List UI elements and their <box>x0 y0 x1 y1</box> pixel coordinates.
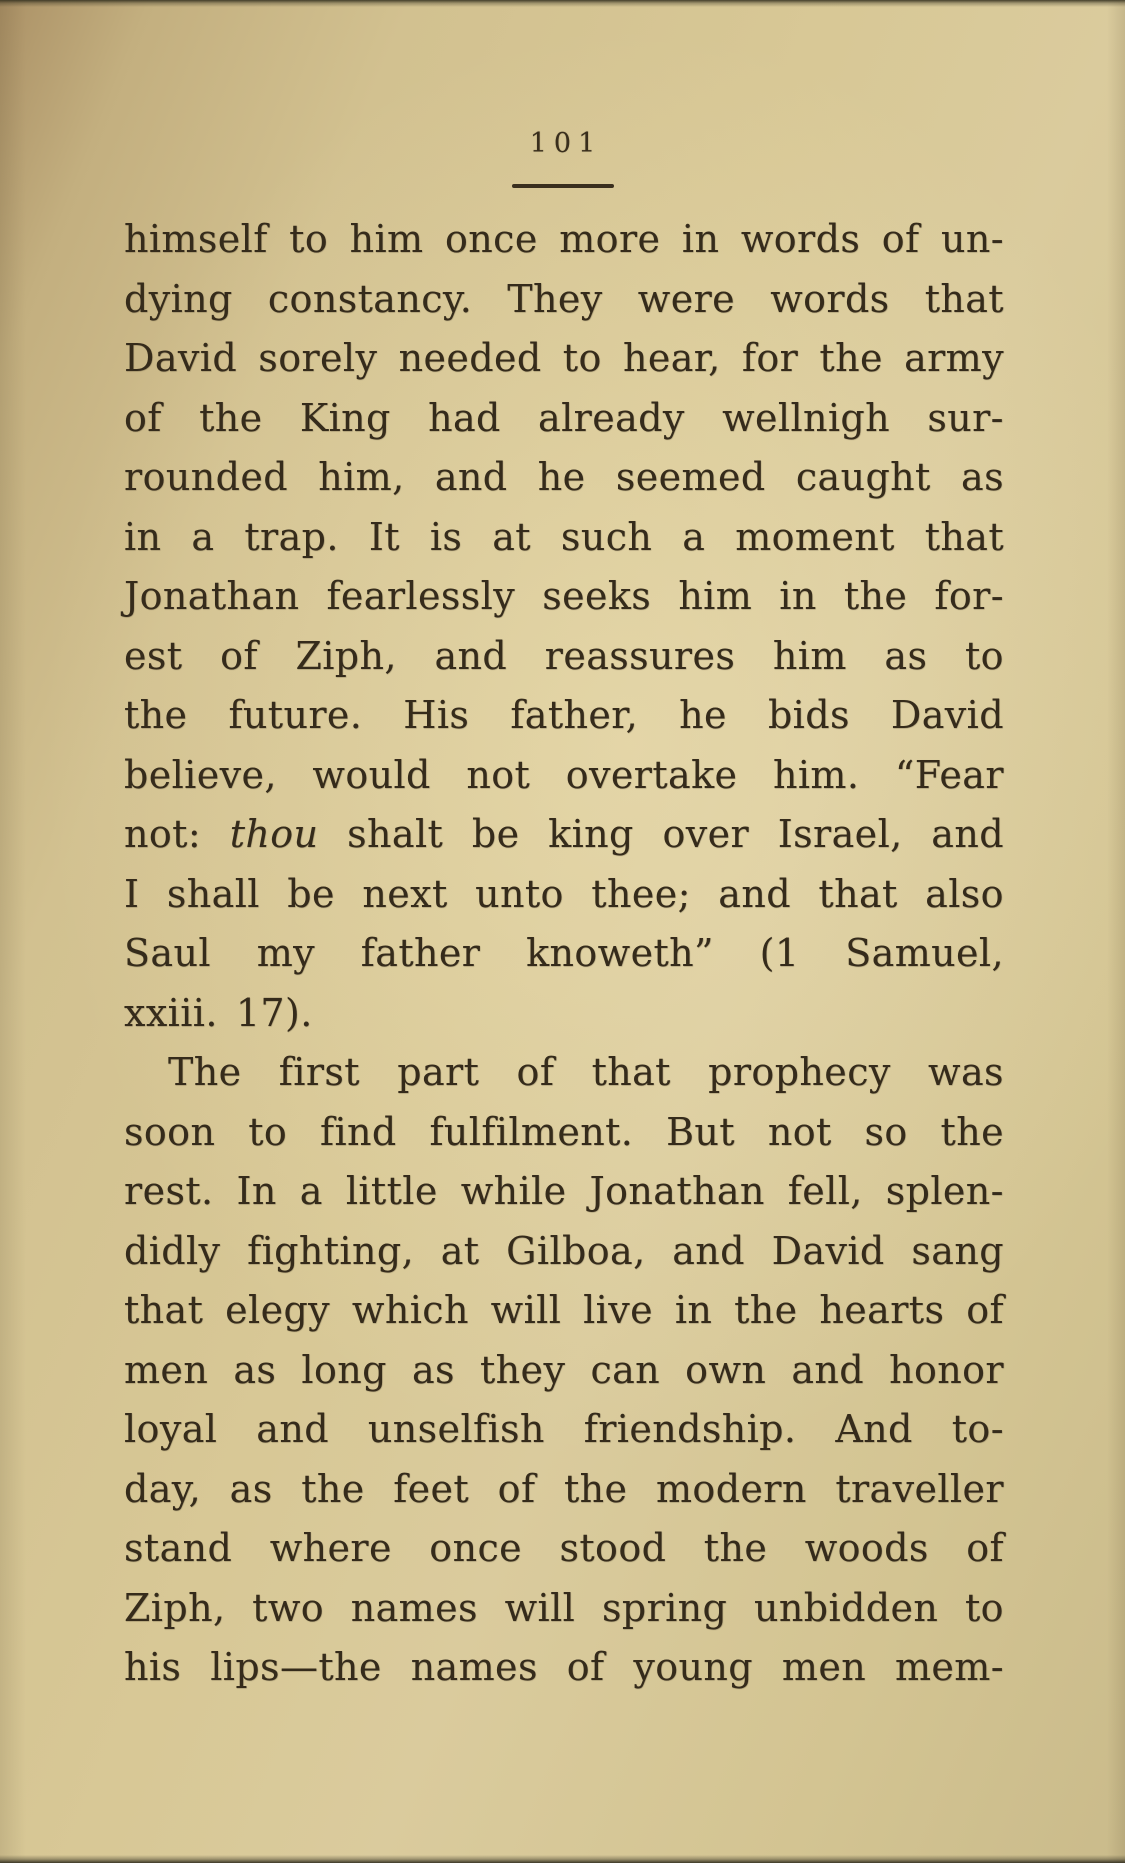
word: names <box>350 1585 478 1630</box>
word: splen- <box>885 1169 1004 1213</box>
word: overtake <box>565 752 738 797</box>
word: the <box>843 574 908 618</box>
text-line <box>124 1526 1004 1586</box>
word: part <box>397 1050 480 1094</box>
word: in <box>681 217 720 261</box>
word: shall <box>166 871 260 916</box>
text-line <box>124 1645 1004 1705</box>
word: in <box>124 514 162 559</box>
text-line <box>124 931 1004 991</box>
header-rule <box>512 184 614 188</box>
word: king <box>548 812 634 856</box>
word: of <box>220 633 258 678</box>
word: where <box>269 1526 392 1570</box>
word: seemed <box>615 455 766 499</box>
word: can <box>590 1347 661 1392</box>
word: Israel, <box>777 812 903 856</box>
word: a <box>682 514 706 559</box>
word: caught <box>795 455 931 499</box>
word: the <box>734 1288 798 1332</box>
word: needed <box>398 336 542 380</box>
word: is <box>429 514 463 559</box>
word: father, <box>510 693 639 737</box>
word: fulfilment. <box>429 1109 634 1154</box>
word: father <box>360 931 481 975</box>
word: soon <box>124 1109 216 1154</box>
word: Saul <box>124 931 211 975</box>
word: also <box>925 871 1004 916</box>
word: sorely <box>258 336 378 380</box>
word: Samuel, <box>845 931 1004 975</box>
word: as <box>961 455 1004 499</box>
word: first <box>278 1050 360 1094</box>
word: 17). <box>235 990 313 1035</box>
word: of <box>124 395 162 440</box>
word: The <box>168 1050 242 1094</box>
word: fighting, <box>247 1228 415 1273</box>
word: and <box>718 871 791 916</box>
word: to <box>289 217 329 261</box>
word: mem- <box>894 1645 1004 1689</box>
word: would <box>312 752 431 797</box>
word: prophecy <box>708 1050 891 1094</box>
word: of <box>516 1050 555 1094</box>
word: In <box>236 1169 277 1213</box>
text-line <box>124 991 1004 1051</box>
word: hear, <box>622 336 721 380</box>
word: est <box>124 633 183 678</box>
word: moment <box>735 514 895 559</box>
word: he <box>679 693 727 737</box>
word: It <box>368 514 400 559</box>
word: His <box>403 693 470 737</box>
word: they <box>480 1347 566 1392</box>
word: to <box>964 633 1004 678</box>
word: that <box>124 1288 204 1332</box>
text-line <box>124 812 1004 872</box>
word: live <box>583 1288 653 1332</box>
text-line <box>124 753 1004 813</box>
text-line <box>124 217 1004 277</box>
word: David <box>124 336 238 380</box>
word: un- <box>941 217 1004 261</box>
word: Jonathan <box>589 1169 765 1213</box>
word: of <box>881 217 920 261</box>
word: unbidden <box>754 1585 939 1630</box>
word: not <box>767 1109 832 1154</box>
word: men <box>124 1347 209 1392</box>
word: unto <box>475 871 564 916</box>
text-line <box>124 1288 1004 1348</box>
word: at <box>492 514 531 559</box>
word: as <box>229 1466 273 1511</box>
word: and <box>931 812 1004 856</box>
word: sang <box>911 1228 1004 1273</box>
word: as <box>884 633 928 678</box>
word: bids <box>767 693 850 737</box>
word: him <box>678 574 753 618</box>
word: a <box>299 1169 323 1213</box>
word: friendship. <box>583 1407 797 1451</box>
word: Jonathan <box>124 574 300 618</box>
word: hearts <box>819 1288 945 1332</box>
word: and <box>791 1347 865 1392</box>
word: him, <box>318 455 405 499</box>
word: men <box>781 1645 867 1689</box>
word: as <box>411 1347 455 1392</box>
word: will <box>504 1585 576 1630</box>
word: to <box>964 1585 1004 1630</box>
word: not <box>466 752 531 797</box>
word: him <box>772 633 847 678</box>
word: “Fear <box>894 752 1004 797</box>
text-line <box>124 574 1004 634</box>
text-line <box>124 872 1004 932</box>
word: the <box>199 395 263 440</box>
word: himself <box>124 217 268 261</box>
word: day, <box>124 1466 202 1511</box>
word: will <box>490 1288 562 1332</box>
word: his <box>124 1645 182 1689</box>
word: once <box>445 217 538 261</box>
word: And <box>835 1407 913 1451</box>
word: for- <box>934 574 1004 618</box>
word: my <box>256 931 316 975</box>
word: and <box>434 455 508 499</box>
text-line <box>124 396 1004 456</box>
word: words <box>770 276 890 321</box>
word: next <box>362 871 448 916</box>
word: of <box>966 1288 1004 1332</box>
word: Gilboa, <box>506 1228 646 1273</box>
word: were <box>637 276 736 321</box>
word: fell, <box>787 1169 863 1213</box>
word: They <box>507 276 603 321</box>
word: in <box>674 1288 713 1332</box>
text-line <box>124 1050 1004 1110</box>
word: thou <box>229 812 319 856</box>
word: as <box>233 1347 277 1392</box>
word: little <box>345 1169 438 1213</box>
word: to <box>248 1109 288 1154</box>
word: fearlessly <box>326 574 516 618</box>
scan-edge-top <box>0 0 1125 7</box>
word: unselfish <box>367 1407 545 1451</box>
word: that <box>924 276 1004 321</box>
word: young <box>633 1645 753 1689</box>
text-line <box>124 455 1004 515</box>
word: knoweth” <box>526 931 714 975</box>
word: that <box>591 1050 671 1094</box>
word: believe, <box>124 752 277 797</box>
word: spring <box>601 1585 728 1630</box>
word: for <box>741 336 799 380</box>
word: I <box>124 871 140 916</box>
word: stand <box>124 1526 233 1570</box>
word: constancy. <box>267 276 473 321</box>
word: future. <box>228 693 363 737</box>
text-line <box>124 1229 1004 1289</box>
word: find <box>319 1109 397 1154</box>
word: him <box>349 217 424 261</box>
word: the <box>819 336 883 380</box>
word: and <box>256 1407 329 1451</box>
word: loyal <box>124 1407 218 1451</box>
word: lips—the <box>210 1645 382 1689</box>
word: such <box>560 514 653 559</box>
word: and <box>672 1228 745 1273</box>
word: dying <box>124 276 233 321</box>
text-line <box>124 1110 1004 1170</box>
word: rest. <box>124 1169 214 1213</box>
word: the <box>301 1466 365 1511</box>
word: be <box>287 871 335 916</box>
word: to- <box>951 1407 1004 1451</box>
word: xxiii. <box>124 990 218 1035</box>
text-line <box>124 1586 1004 1646</box>
word: while <box>460 1169 567 1213</box>
word: had <box>428 395 501 440</box>
text-line <box>124 1407 1004 1467</box>
text-line <box>124 277 1004 337</box>
word: the <box>124 693 188 737</box>
word: in <box>779 574 817 618</box>
page-number: 101 <box>529 128 603 159</box>
page-edge-shading-left <box>0 0 26 1863</box>
word: Ziph, <box>295 633 397 678</box>
word: names <box>410 1645 538 1689</box>
text-line <box>124 1467 1004 1527</box>
word: elegy <box>225 1288 331 1332</box>
text-line <box>124 693 1004 753</box>
word: woods <box>804 1526 929 1570</box>
word: of <box>566 1645 605 1689</box>
word: that <box>924 514 1004 559</box>
word: that <box>818 871 898 916</box>
word: already <box>538 395 685 440</box>
word: and <box>434 633 508 678</box>
text-line <box>124 634 1004 694</box>
word: so <box>864 1109 908 1154</box>
word: the <box>940 1109 1004 1154</box>
text-line <box>124 1169 1004 1229</box>
word: trap. <box>244 514 339 559</box>
word: honor <box>889 1347 1004 1392</box>
word: to <box>562 336 602 380</box>
word: which <box>351 1288 469 1332</box>
word: a <box>191 514 215 559</box>
text-line <box>124 336 1004 396</box>
word: the <box>703 1526 768 1570</box>
word: over <box>662 812 750 856</box>
word: not: <box>124 812 202 856</box>
word: army <box>904 336 1004 380</box>
page-text <box>124 217 1004 1705</box>
scan-edge-bottom <box>0 1855 1125 1863</box>
word: feet <box>393 1466 470 1511</box>
word: long <box>301 1347 387 1392</box>
word: at <box>440 1228 480 1273</box>
word: stood <box>559 1526 667 1570</box>
word: once <box>429 1526 523 1570</box>
word: But <box>666 1109 735 1154</box>
word: Ziph, <box>124 1585 226 1630</box>
word: reassures <box>544 633 736 678</box>
word: seeks <box>542 574 652 618</box>
word: the <box>563 1466 628 1511</box>
word: he <box>537 455 586 499</box>
word: of <box>966 1526 1004 1570</box>
word: didly <box>124 1228 221 1273</box>
word: David <box>890 693 1004 737</box>
word: modern <box>655 1466 807 1511</box>
word: shalt <box>347 812 444 856</box>
word: two <box>252 1585 325 1630</box>
word: David <box>771 1228 885 1273</box>
word: thee; <box>591 871 691 916</box>
word: wellnigh <box>722 395 891 440</box>
text-line <box>124 515 1004 575</box>
text-line <box>124 1348 1004 1408</box>
word: traveller <box>835 1466 1004 1511</box>
word: was <box>928 1050 1004 1094</box>
word: words <box>740 217 861 261</box>
word: more <box>559 217 661 261</box>
word: of <box>497 1466 536 1511</box>
word: be <box>471 812 520 856</box>
word: rounded <box>124 455 288 499</box>
page-edge-shading-right <box>1107 0 1125 1863</box>
word: him. <box>772 752 860 797</box>
word: King <box>299 395 391 440</box>
word: (1 <box>759 931 800 975</box>
word: sur- <box>927 395 1004 440</box>
word: own <box>685 1347 767 1392</box>
